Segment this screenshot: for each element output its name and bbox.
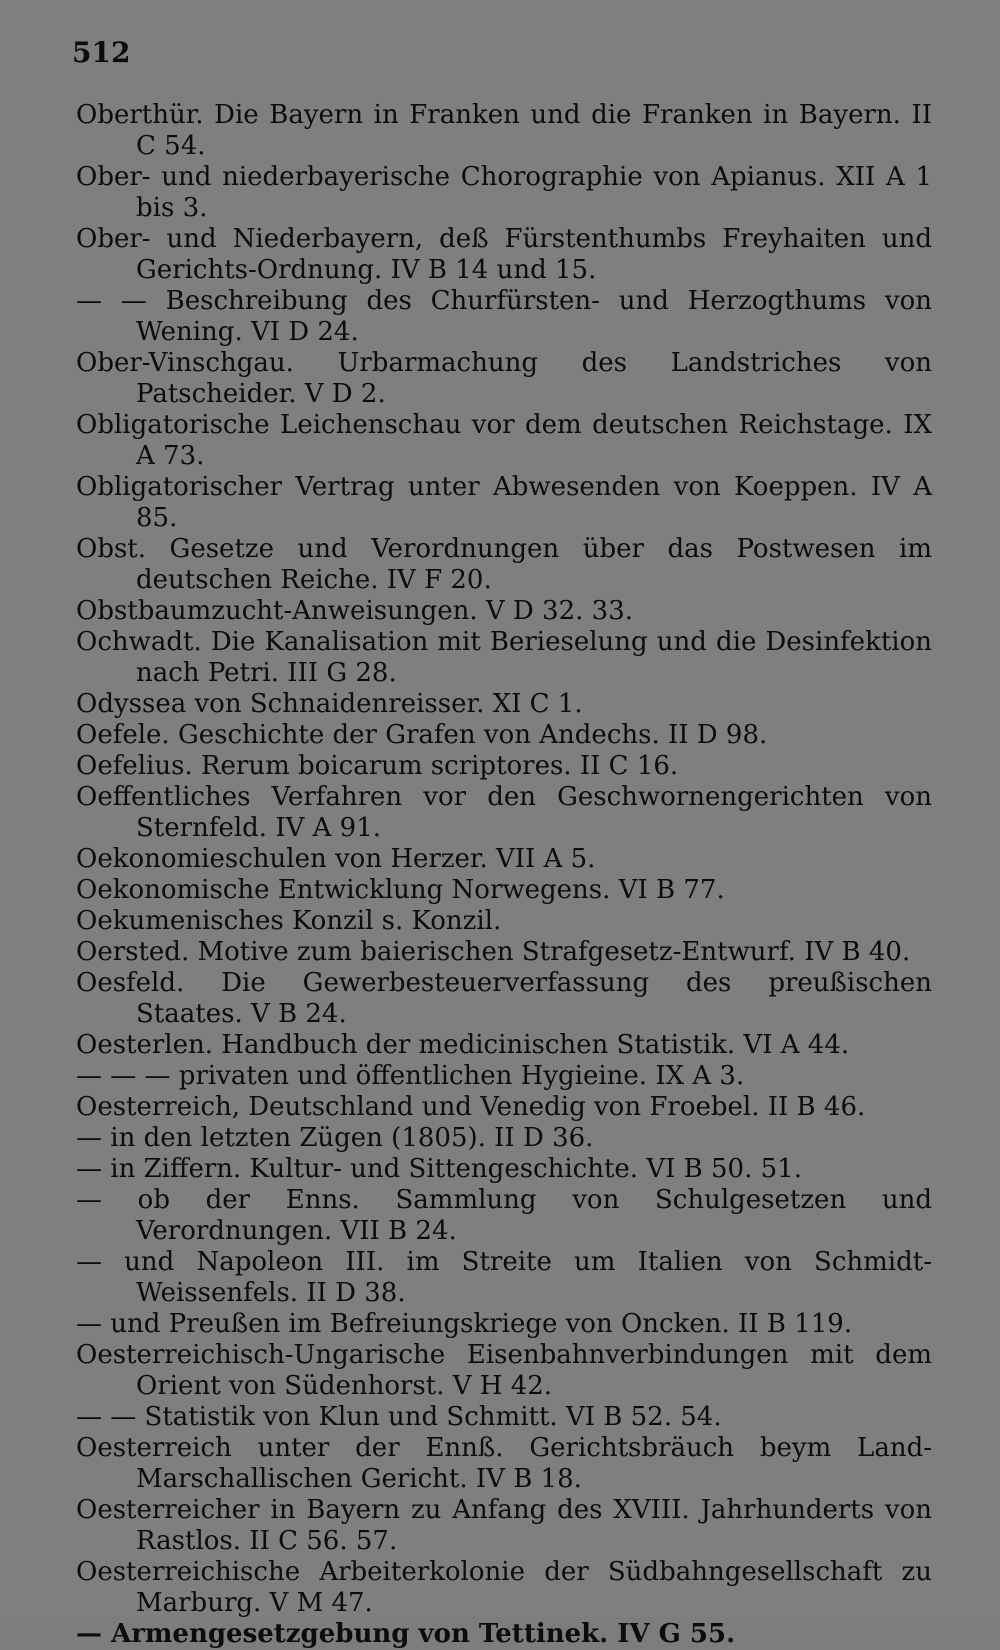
index-entry: Ober- und Niederbayern, deß Fürstenthumbs Freyhaiten und Gerichts-Ordnung. IV B 14 und 15. — [76, 224, 932, 285]
index-entry: — Armengesetzgebung von Tettinek. IV G 55. — [76, 1619, 736, 1649]
index-entry: Oberthür. Die Bayern in Franken und die Franken in Bayern. II C 54. — [76, 100, 932, 161]
index-entry: — in den letzten Zügen (1805). II D 36. — [76, 1123, 594, 1153]
index-entry: Oesfeld. Die Gewerbesteuerverfassung des preußischen Staates. V B 24. — [76, 968, 932, 1029]
index-entry: Ober- und niederbayerische Chorographie von Apianus. XII A 1 bis 3. — [76, 162, 932, 223]
index-entry: — — Beschreibung des Churfürsten- und Herzogthums von Wening. VI D 24. — [76, 286, 932, 347]
index-entry: Oesterlen. Handbuch der medicinischen Statistik. VI A 44. — [76, 1030, 850, 1060]
index-entry: — — Statistik von Klun und Schmitt. VI B 52. 54. — [76, 1402, 722, 1432]
index-entry: Oefele. Geschichte der Grafen von Andechs. II D 98. — [76, 720, 768, 750]
index-entry: Odyssea von Schnaidenreisser. XI C 1. — [76, 689, 583, 719]
index-entry: Obst. Gesetze und Verordnungen über das Postwesen im deutschen Reiche. IV F 20. — [76, 534, 932, 595]
index-entry: Oefelius. Rerum boicarum scriptores. II C 16. — [76, 751, 679, 781]
index-entry: Oeffentliches Verfahren vor den Geschwornengerichten von Sternfeld. IV A 91. — [76, 782, 932, 843]
index-entry: — in Ziffern. Kultur- und Sittengeschichte. VI B 50. 51. — [76, 1154, 802, 1184]
index-entry: Oesterreich, Deutschland und Venedig von Froebel. II B 46. — [76, 1092, 866, 1122]
index-entry: Obligatorische Leichenschau vor dem deutschen Reichstage. IX A 73. — [76, 410, 932, 471]
index-entry: Oesterreichische Arbeiterkolonie der Südbahngesellschaft zu Marburg. V M 47. — [76, 1557, 932, 1618]
index-entry: — ob der Enns. Sammlung von Schulgesetzen und Verordnungen. VII B 24. — [76, 1185, 932, 1246]
index-entry: Oesterreichisch-Ungarische Eisenbahnverbindungen mit dem Orient von Südenhorst. V H 42. — [76, 1340, 932, 1401]
index-entry-list — [76, 100, 932, 1650]
index-entry: Obstbaumzucht-Anweisungen. V D 32. 33. — [76, 596, 634, 626]
index-entry: Oesterreich unter der Ennß. Gerichtsbräuch beym Land-Marschallischen Gericht. IV B 18. — [76, 1433, 932, 1494]
index-entry: Oekumenisches Konzil s. Konzil. — [76, 906, 502, 936]
index-entry: Oekonomische Entwicklung Norwegens. VI B 77. — [76, 875, 725, 905]
index-entry: — — — privaten und öffentlichen Hygieine. IX A 3. — [76, 1061, 745, 1091]
index-entry: Obligatorischer Vertrag unter Abwesenden von Koeppen. IV A 85. — [76, 472, 932, 533]
index-entry: Oekonomieschulen von Herzer. VII A 5. — [76, 844, 596, 874]
index-entry: — und Napoleon III. im Streite um Italien von Schmidt-Weissenfels. II D 38. — [76, 1247, 932, 1308]
index-entry: Oesterreicher in Bayern zu Anfang des XVIII. Jahrhunderts von Rastlos. II C 56. 57. — [76, 1495, 932, 1556]
index-entry: Ober-Vinschgau. Urbarmachung des Landstriches von Patscheider. V D 2. — [76, 348, 932, 409]
page-number: 512 — [72, 36, 131, 69]
index-entry: — und Preußen im Befreiungskriege von Oncken. II B 119. — [76, 1309, 853, 1339]
index-entry: Ochwadt. Die Kanalisation mit Berieselung und die Desinfektion nach Petri. III G 28. — [76, 627, 932, 688]
index-entry: Oersted. Motive zum baierischen Strafgesetz-Entwurf. IV B 40. — [76, 937, 911, 967]
